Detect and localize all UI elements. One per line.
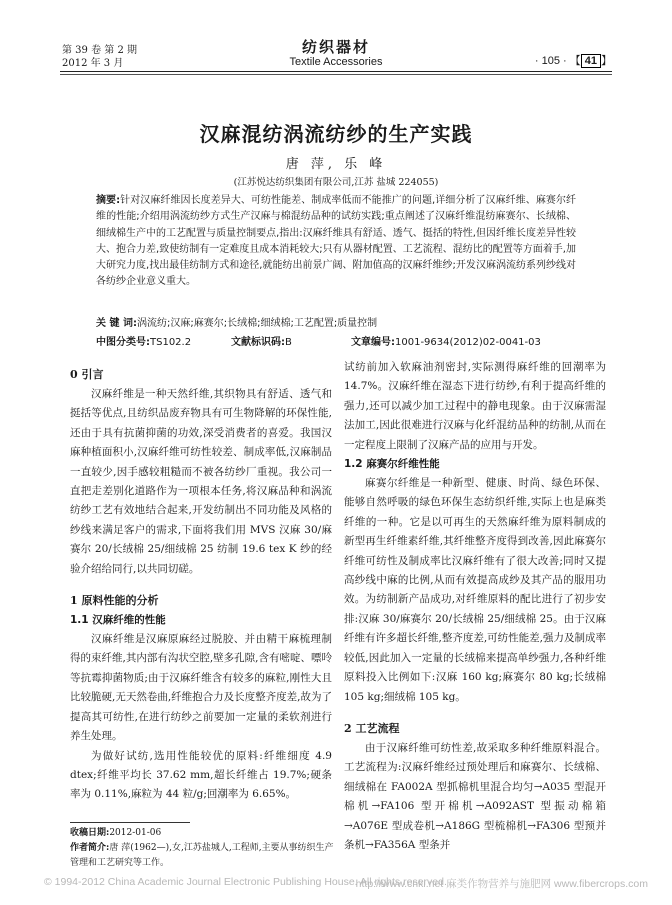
received-label: 收稿日期: [70,828,110,838]
page-box: 41 [581,54,601,68]
macel-fiber-paragraph: 麻赛尔纤维是一种新型、健康、时尚、绿色环保、能够自然呼吸的绿色环保生态纺织纤维,实际上也是麻类纤维的一种。它是以可再生的天然麻纤维为原料制成的新型再生纤维素纤维,其纤维整齐度得到改善,因此麻赛尔纤维可纺性及制成率比汉麻纤维有了很大改善;同时又提高纱线中麻的比例,从而有效提高成纱及其产品的服用功效。为纺制新产品成功,对纤维原料的配比进行了初步安排:汉麻 30/麻赛尔 20/长绒棉 25/细绒棉 25。由于汉麻纤维有许多超长纤维,整齐度差,可纺性能差,强力及制成率较低,因此加入一定量的长绒棉来提高单纱强力,各种纤维原料投入比例如下:汉麻 160 kg;麻赛尔 80 kg;长绒棉 105 kg;细绒棉 105 kg。 [344,477,607,703]
abstract-text: 针对汉麻纤维因长度差异大、可纺性能差、制成率低而不能推广的问题,详细分析了汉麻纤维、麻赛尔纤维的性能;介绍用涡流纺纱方式生产汉麻与棉混纺品种的试纺实践;重点阐述了汉麻纤维混纺麻赛尔、长绒棉、细绒棉生产中的工艺配置与质量控制要点,指出:汉麻纤维具有舒适、透气、挺括的特性,但因纤维长度差异性较大、抱合力差,致使纺制有一定难度且成本消耗较大;只有从器材配置、工艺流程、混纺比的配置等方面着手,加大研究力度,找出最佳纺制方式和途径,就能纺出前景广阔、附加值高的汉麻纤维纱;开发汉麻涡流纺系列纱线对各纺纱企业意义重大。 [96,195,576,288]
article-no-label: 文章编号: [351,337,395,348]
received-date [70,826,335,841]
section-0-heading: 0 引言 [70,368,104,381]
doc-code-value: B [285,337,292,348]
process-flow-paragraph: 由于汉麻纤维可纺性差,故采取多种纤维原料混合。工艺流程为:汉麻纤维经过预处理后和麻赛尔、长绒棉、细绒棉在 FA002A 型抓棉机里混合均匀→A035 型混开棉机→FA106 型开棉机→A092AST 型振动棉箱→A076E 型成卷机→A186G 型梳棉机→FA306 型预并条机→FA356A 型条并 [344,741,606,851]
author-bio [70,841,335,871]
author-bio-label: 作者简介: [70,843,110,853]
left-column [70,365,332,805]
doc-code-label: 文献标识码: [231,337,285,348]
author-bio-text: 唐 萍(1962—),女,江苏盐城人,工程师,主要从事纺织生产管理和工艺研究等工作。 [70,843,334,868]
issue-date: 2012 年 3 月 [62,58,124,69]
keywords-text: 涡流纺;汉麻;麻赛尔;长绒棉;细绒棉;工艺配置;质量控制 [136,318,378,329]
clc-code [96,333,191,348]
header-rule [60,71,612,72]
hemp-fiber-paragraph: 汉麻纤维是汉麻原麻经过脱胶、并由精干麻梳理制得的束纤维,其内部有沟状空腔,壁多孔隙,含有嘧啶、嘌呤等抗霉抑菌物质;由于汉麻纤维含有较多的麻粒,刚性大且比较脆硬,无天然卷曲,纤维抱合力及长度整齐度差,故为了提高其可纺性,在进行纺纱之前要加一定量的柔软剂进行养生处理。 [70,633,333,743]
keywords [96,314,576,329]
journal-logo: 纺织器材 [301,38,370,56]
journal-name-en: Textile Accessories [289,56,383,68]
section-1-2-heading: 1.2 麻赛尔纤维性能 [344,458,440,471]
footnote-rule [70,822,190,823]
received-value: 2012-01-06 [109,828,162,838]
footnote [70,826,335,871]
intro-paragraph: 汉麻纤维是一种天然纤维,其织物具有舒适、透气和挺括等优点,且纺织品废弃物具有可生物降解的环保性能,还由于具有抗菌抑菌的功效,深受消费者的喜爱。我国汉麻种植面积小,汉麻纤维可纺性较差、制成率低,汉麻制品一直较少,因手感较粗糙而不被各纺纱厂重视。我公司一直把走差别化道路作为一项根本任务,将汉麻品种和涡流纺纱工艺有效地结合起来,开发纺制出不同功能及风格的纱线来满足客户的需求,下面将我们用 MVS 汉麻 30/麻赛尔 20/长绒棉 25/细绒棉 25 纺制 19.6 tex K 纱的经验介绍给同行,以共同切磋。 [70,388,332,575]
abstract [96,193,576,291]
article-affiliation: (江苏悦达纺织集团有限公司,江苏 盐城 224055) [233,177,439,188]
article-number [351,333,541,348]
volume-issue: 第 39 卷 第 2 期 [62,45,137,56]
article-authors: 唐 萍, 乐 峰 [285,157,387,172]
article-title: 汉麻混纺涡流纺纱的生产实践 [199,122,473,146]
clc-value: TS102.2 [150,337,192,348]
right-column [344,358,606,855]
section-1-1-heading: 1.1 汉麻纤维的性能 [70,614,166,627]
keywords-label: 关 键 词: [96,318,137,329]
section-2-heading: 2 工艺流程 [344,721,400,735]
clc-label: 中图分类号: [96,337,150,348]
page-number: · 105 · 【 41 】 [534,55,612,67]
doc-code [231,333,292,348]
section-1-heading: 1 原料性能的分析 [70,594,159,608]
header-rule-thin [60,74,612,75]
abstract-label: 摘要: [96,195,121,206]
hemp-spec-paragraph: 为做好试纺,选用性能较优的原料:纤维细度 4.9 dtex;纤维平均长 37.62 mm,超长纤维占 19.7%;硬条率为 0.11%,麻粒为 44 粒/g;回潮率为 6.65%。 [70,749,332,801]
article-no-value: 1001-9634(2012)02-0041-03 [395,337,541,348]
continued-paragraph: 试纺前加入软麻油剂密封,实际测得麻纤维的回潮率为 14.7%。汉麻纤维在湿态下进行纺纱,有利于提高纤维的强力,还可以减少加工过程中的静电现象。由于汉麻需湿法加工,因此很难进行汉麻与化纤混纺品种的纺制,从而在一定程度上限制了汉麻产品的应用与开发。 [344,361,606,451]
page-prefix: · 105 · [534,55,567,67]
site-watermark: http://www.cnki.net 麻类作物营养与施肥网 www.fibercrops.com [355,878,648,890]
copyright-watermark: © 1994-2012 China Academic Journal Electronic Publishing House. All rights reserved. [44,876,447,888]
